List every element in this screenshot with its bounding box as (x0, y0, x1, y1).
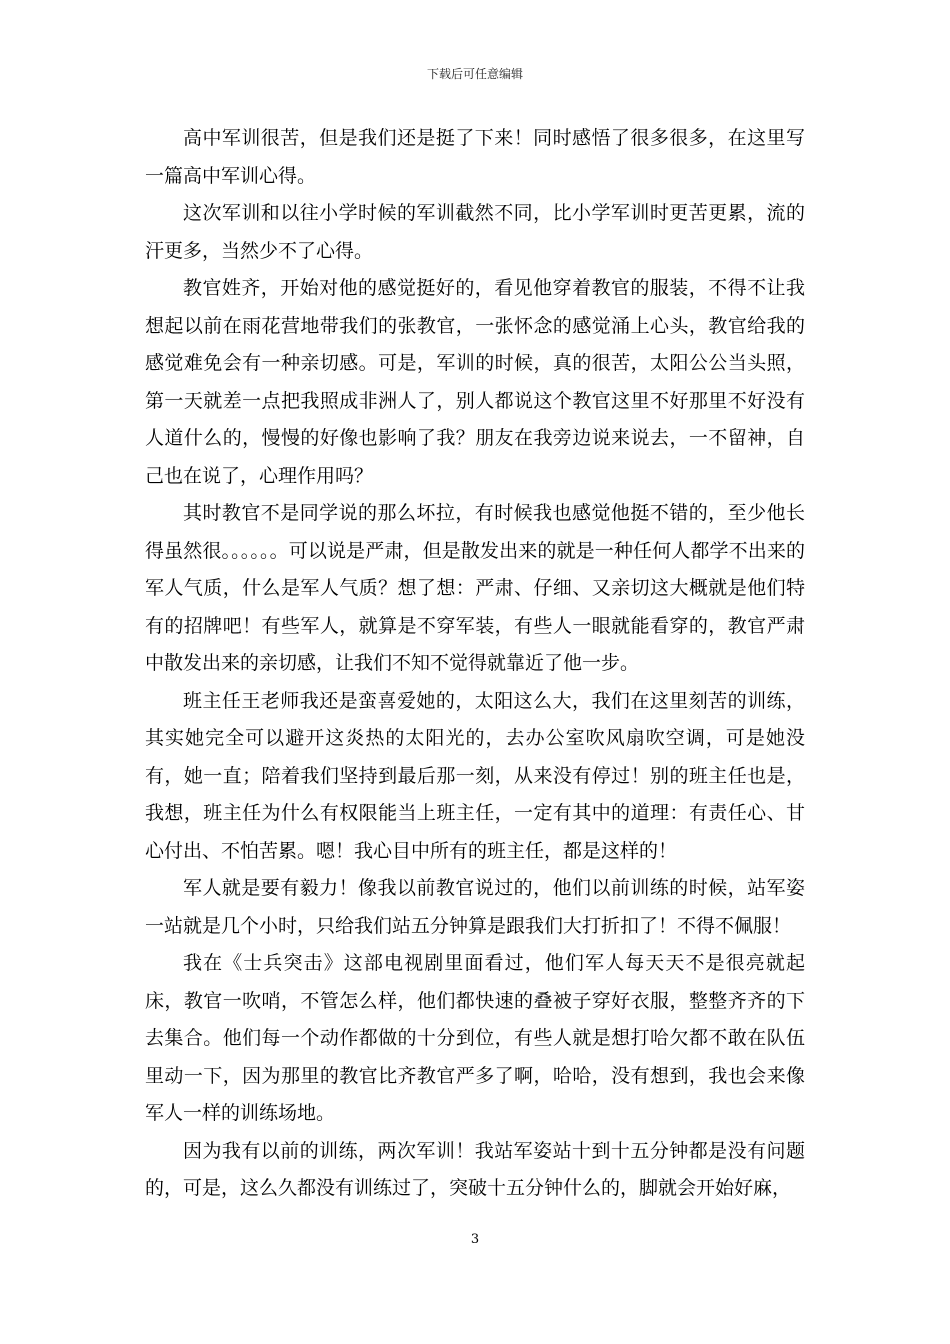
paragraph-4: 其时教官不是同学说的那么坏拉，有时候我也感觉他挺不错的，至少他长得虽然很。。。。。。可以说是严肃，但是散发出来的就是一种任何人都学不出来的军人气质，什么是军人气质？想了想：严肃、仔细、又亲切这大概就是他们特有的招牌吧！有些军人，就算是不穿军装，有些人一眼就能看穿的，教官严肃中散发出来的亲切感，让我们不知不觉得就靠近了他一步。 (145, 502, 805, 674)
page-number: 3 (470, 1232, 480, 1247)
paragraph-5: 班主任王老师我还是蛮喜爱她的，太阳这么大，我们在这里刻苦的训练，其实她完全可以避开这炎热的太阳光的，去办公室吹风扇吹空调，可是她没有，她一直；陪着我们坚持到最后那一刻，从来没有停过！别的班主任也是，我想，班主任为什么有权限能当上班主任，一定有其中的道理：有责任心、甘心付出、不怕苦累。嗯！我心目中所有的班主任，都是这样的！ (145, 689, 805, 862)
paragraph-2: 这次军训和以往小学时候的军训截然不同，比小学军训时更苦更累，流的汗更多，当然少不了心得。 (145, 202, 805, 262)
paragraph-3: 教官姓齐，开始对他的感觉挺好的，看见他穿着教官的服装，不得不让我想起以前在雨花营地带我们的张教官，一张怀念的感觉涌上心头，教官给我的感觉难免会有一种亲切感。可是，军训的时候，真的很苦，太阳公公当头照，第一天就差一点把我照成非洲人了，别人都说这个教官这里不好那里不好没有人道什么的，慢慢的好像也影响了我？朋友在我旁边说来说去，一不留神，自己也在说了，心理作用吗？ (145, 277, 805, 487)
paragraph-6: 军人就是要有毅力！像我以前教官说过的，他们以前训练的时候，站军姿一站就是几个小时，只给我们站五分钟算是跟我们大打折扣了！不得不佩服！ (145, 877, 805, 937)
paragraph-8: 因为我有以前的训练，两次军训！我站军姿站十到十五分钟都是没有问题的，可是，这么久都没有训练过了，突破十五分钟什么的，脚就会开始好麻， (145, 1139, 805, 1199)
document-body (145, 120, 805, 1208)
paragraph-1: 高中军训很苦，但是我们还是挺了下来！同时感悟了很多很多，在这里写一篇高中军训心得。 (145, 127, 805, 187)
paragraph-7: 我在《士兵突击》这部电视剧里面看过，他们军人每天天不是很亮就起床，教官一吹哨，不管怎么样，他们都快速的叠被子穿好衣服，整整齐齐的下去集合。他们每一个动作都做的十分到位，有些人就是想打哈欠都不敢在队伍里动一下，因为那里的教官比齐教官严多了啊，哈哈，没有想到，我也会来像军人一样的训练场地。 (145, 952, 805, 1124)
page-header: 下载后可任意编辑 (426, 67, 523, 81)
